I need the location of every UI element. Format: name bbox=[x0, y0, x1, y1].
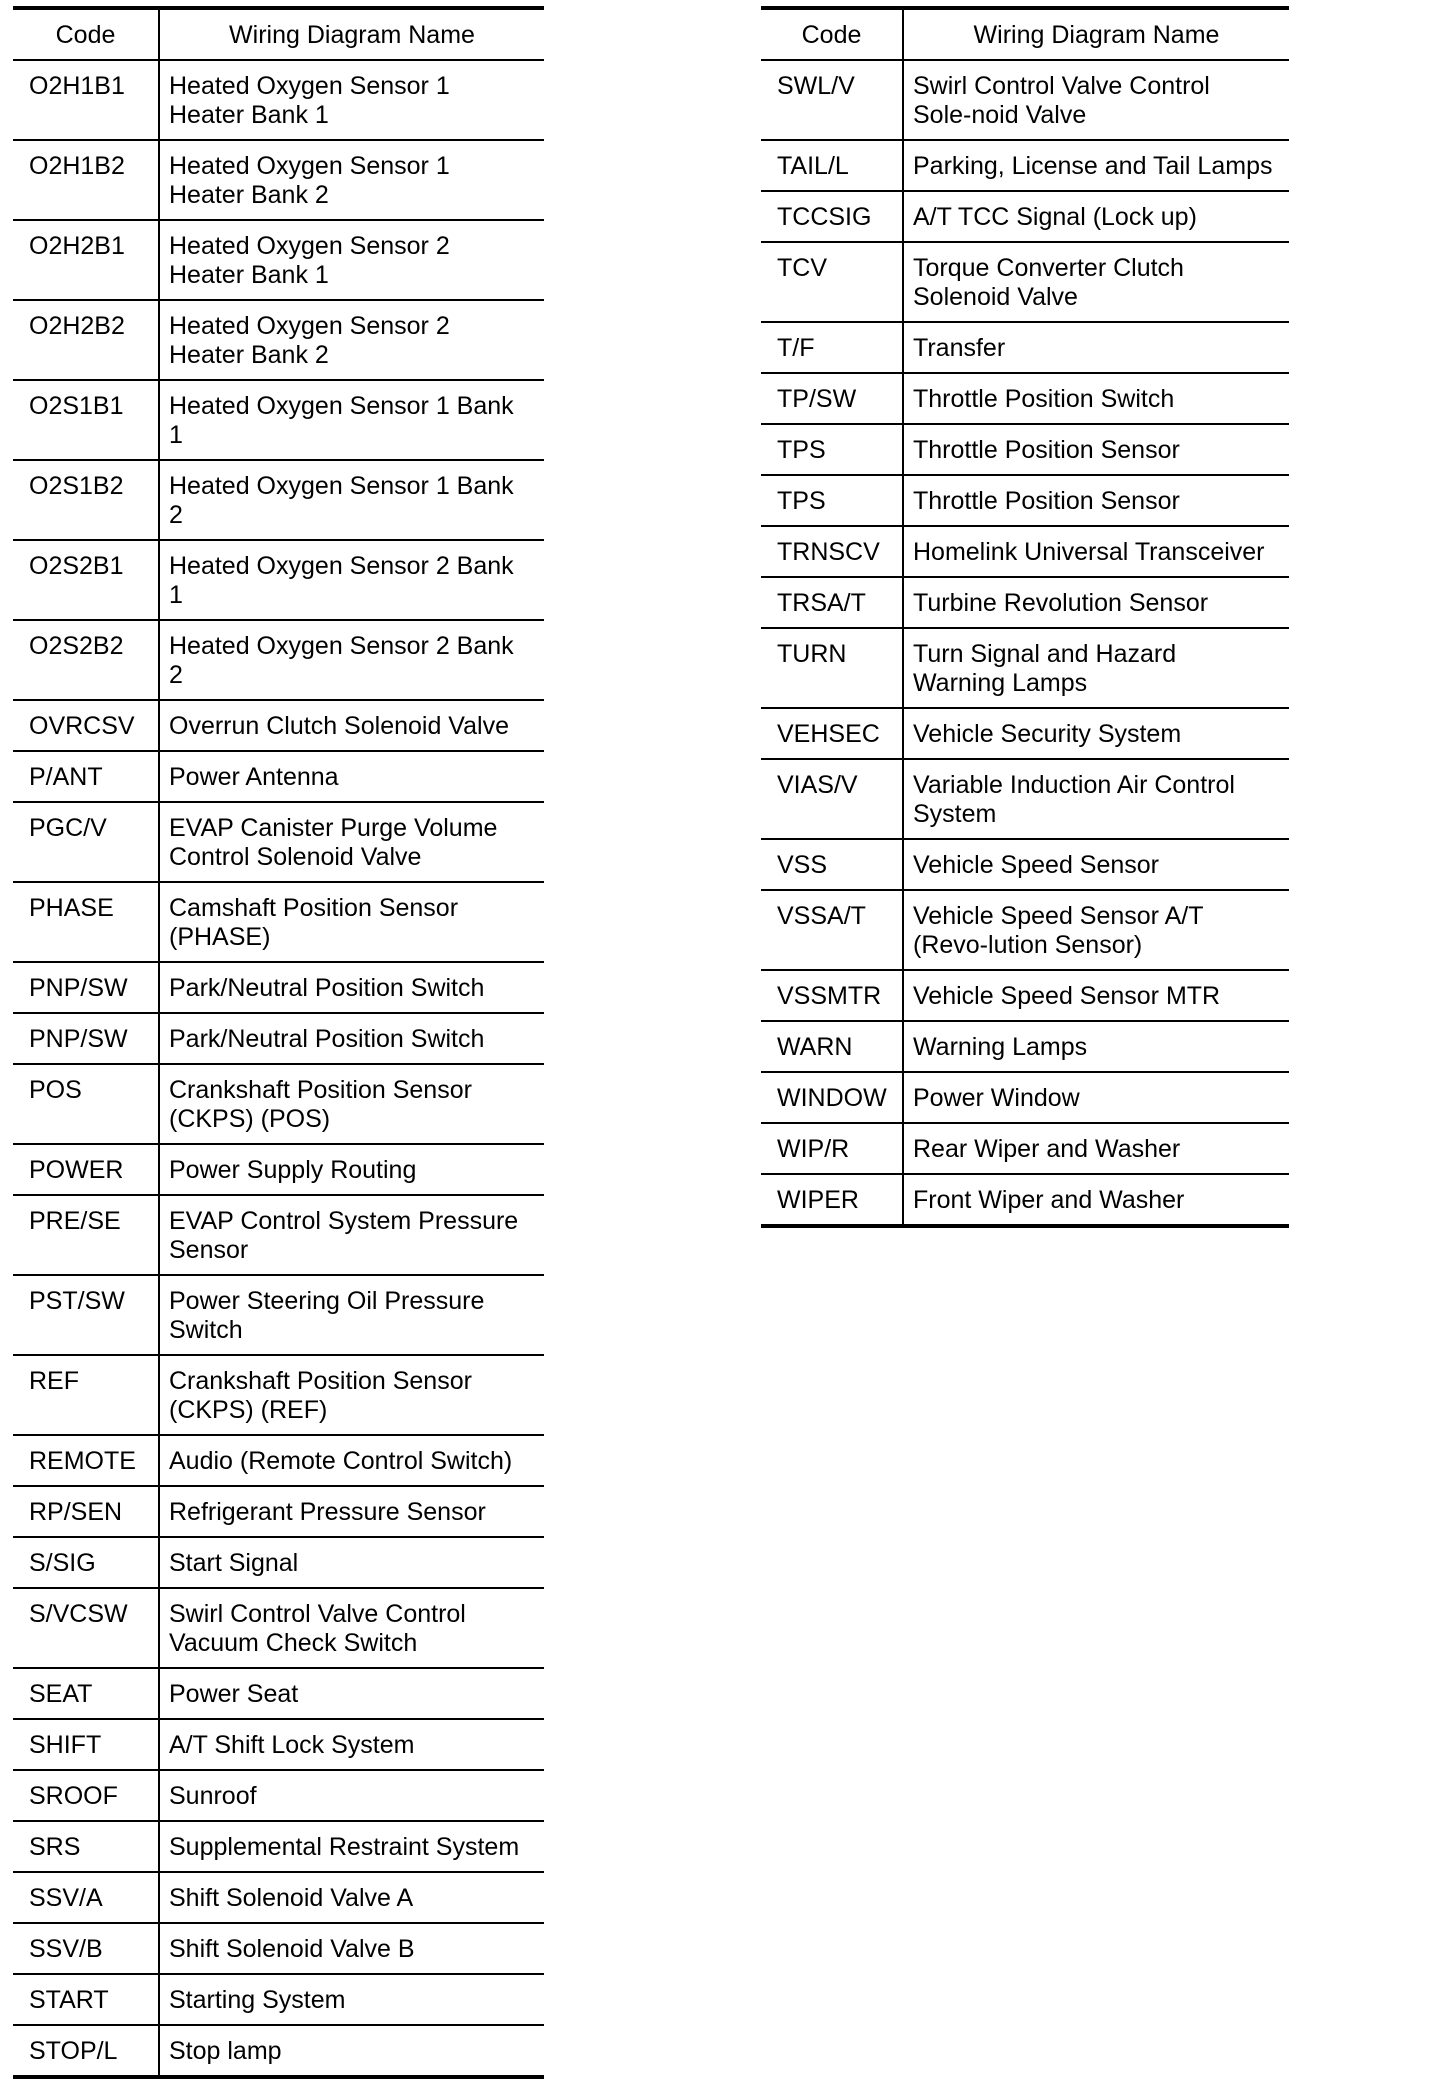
table-row bbox=[761, 424, 1289, 475]
wiring-diagram-name-cell: Rear Wiper and Washer bbox=[903, 1123, 1289, 1174]
table-row bbox=[13, 802, 544, 882]
wiring-diagram-name-cell: Audio (Remote Control Switch) bbox=[159, 1435, 544, 1486]
code-cell: WIPER bbox=[761, 1174, 903, 1226]
code-cell: POWER bbox=[13, 1144, 159, 1195]
table-row bbox=[761, 577, 1289, 628]
code-cell: PRE/SE bbox=[13, 1195, 159, 1275]
table-row bbox=[13, 1872, 544, 1923]
code-cell: P/ANT bbox=[13, 751, 159, 802]
code-cell: TPS bbox=[761, 424, 903, 475]
wiring-diagram-name-cell: Supplemental Restraint System bbox=[159, 1821, 544, 1872]
wiring-diagram-name-cell: Heated Oxygen Sensor 2 Heater Bank 1 bbox=[159, 220, 544, 300]
wiring-diagram-name-cell: Start Signal bbox=[159, 1537, 544, 1588]
wiring-diagram-name-cell: Transfer bbox=[903, 322, 1289, 373]
wiring-diagram-name-cell: Heated Oxygen Sensor 1 Heater Bank 2 bbox=[159, 140, 544, 220]
wiring-diagram-name-cell: Shift Solenoid Valve A bbox=[159, 1872, 544, 1923]
wiring-diagram-name-cell: Heated Oxygen Sensor 1 Heater Bank 1 bbox=[159, 60, 544, 140]
table-header-row bbox=[761, 8, 1289, 60]
wiring-diagram-name-cell: Turbine Revolution Sensor bbox=[903, 577, 1289, 628]
code-cell: PGC/V bbox=[13, 802, 159, 882]
code-cell: SRS bbox=[13, 1821, 159, 1872]
table-row bbox=[761, 60, 1289, 140]
right-table-body bbox=[761, 60, 1289, 1226]
table-row bbox=[761, 140, 1289, 191]
code-cell: S/VCSW bbox=[13, 1588, 159, 1668]
code-cell: O2H2B1 bbox=[13, 220, 159, 300]
code-cell: PHASE bbox=[13, 882, 159, 962]
table-row bbox=[13, 220, 544, 300]
table-row bbox=[13, 300, 544, 380]
table-row bbox=[13, 140, 544, 220]
table-row bbox=[13, 1195, 544, 1275]
wiring-diagram-name-cell: Refrigerant Pressure Sensor bbox=[159, 1486, 544, 1537]
table-row bbox=[13, 540, 544, 620]
table-row bbox=[13, 751, 544, 802]
table-row bbox=[761, 191, 1289, 242]
wiring-diagram-name-cell: Throttle Position Sensor bbox=[903, 424, 1289, 475]
code-cell: TAIL/L bbox=[761, 140, 903, 191]
table-row bbox=[761, 373, 1289, 424]
wiring-diagram-name-cell: Crankshaft Position Sensor (CKPS) (REF) bbox=[159, 1355, 544, 1435]
code-cell: START bbox=[13, 1974, 159, 2025]
code-cell: SSV/B bbox=[13, 1923, 159, 1974]
table-row bbox=[13, 1275, 544, 1355]
table-row bbox=[13, 1821, 544, 1872]
code-cell: WINDOW bbox=[761, 1072, 903, 1123]
wiring-diagram-name-cell: Heated Oxygen Sensor 2 Bank 2 bbox=[159, 620, 544, 700]
wiring-diagram-name-cell: Parking, License and Tail Lamps bbox=[903, 140, 1289, 191]
table-row bbox=[761, 526, 1289, 577]
table-row bbox=[13, 1064, 544, 1144]
table-row bbox=[13, 1923, 544, 1974]
table-row bbox=[13, 1013, 544, 1064]
wiring-diagram-name-cell: Vehicle Speed Sensor bbox=[903, 839, 1289, 890]
code-cell: VSSMTR bbox=[761, 970, 903, 1021]
code-cell: VIAS/V bbox=[761, 759, 903, 839]
table-row bbox=[761, 839, 1289, 890]
table-row bbox=[13, 1719, 544, 1770]
table-row bbox=[761, 322, 1289, 373]
wiring-diagram-name-cell: Starting System bbox=[159, 1974, 544, 2025]
wiring-diagram-name-cell: Homelink Universal Transceiver bbox=[903, 526, 1289, 577]
table-row bbox=[761, 1174, 1289, 1226]
table-row bbox=[761, 1123, 1289, 1174]
code-cell: PNP/SW bbox=[13, 1013, 159, 1064]
code-cell: SROOF bbox=[13, 1770, 159, 1821]
code-cell: TPS bbox=[761, 475, 903, 526]
wiring-diagram-name-cell: Camshaft Position Sensor (PHASE) bbox=[159, 882, 544, 962]
wiring-diagram-name-cell: Heated Oxygen Sensor 1 Bank 2 bbox=[159, 460, 544, 540]
code-column-header: Code bbox=[13, 8, 159, 60]
code-cell: TCV bbox=[761, 242, 903, 322]
code-cell: VEHSEC bbox=[761, 708, 903, 759]
wiring-diagram-name-cell: EVAP Canister Purge Volume Control Solenoid Valve bbox=[159, 802, 544, 882]
code-cell: WIP/R bbox=[761, 1123, 903, 1174]
table-row bbox=[13, 1486, 544, 1537]
code-cell: O2H1B1 bbox=[13, 60, 159, 140]
table-row bbox=[13, 1537, 544, 1588]
code-cell: PNP/SW bbox=[13, 962, 159, 1013]
table-row bbox=[13, 60, 544, 140]
wiring-diagram-name-cell: Swirl Control Valve Control Sole-noid Valve bbox=[903, 60, 1289, 140]
wiring-diagram-name-cell: Overrun Clutch Solenoid Valve bbox=[159, 700, 544, 751]
table-row bbox=[13, 1355, 544, 1435]
wiring-code-table-left bbox=[13, 6, 544, 2079]
code-column-header: Code bbox=[761, 8, 903, 60]
wiring-diagram-name-cell: Heated Oxygen Sensor 1 Bank 1 bbox=[159, 380, 544, 460]
code-cell: SWL/V bbox=[761, 60, 903, 140]
wiring-diagram-name-cell: Crankshaft Position Sensor (CKPS) (POS) bbox=[159, 1064, 544, 1144]
wiring-diagram-name-cell: Power Seat bbox=[159, 1668, 544, 1719]
code-cell: WARN bbox=[761, 1021, 903, 1072]
wiring-diagram-name-cell: Power Antenna bbox=[159, 751, 544, 802]
table-row bbox=[13, 1435, 544, 1486]
wiring-diagram-name-cell: Stop lamp bbox=[169, 2037, 282, 2065]
table-row bbox=[13, 1588, 544, 1668]
wiring-diagram-name-cell: Vehicle Security System bbox=[903, 708, 1289, 759]
wiring-diagram-name-cell: Vehicle Speed Sensor MTR bbox=[903, 970, 1289, 1021]
code-cell: VSS bbox=[761, 839, 903, 890]
wiring-diagram-name-cell: Park/Neutral Position Switch bbox=[159, 1013, 544, 1064]
table-row bbox=[13, 380, 544, 460]
code-cell: TP/SW bbox=[761, 373, 903, 424]
code-cell: O2H2B2 bbox=[13, 300, 159, 380]
table-row bbox=[13, 1974, 544, 2025]
code-cell: SHIFT bbox=[13, 1719, 159, 1770]
code-cell: T/F bbox=[761, 322, 903, 373]
code-cell: SSV/A bbox=[13, 1872, 159, 1923]
table-row bbox=[13, 882, 544, 962]
wiring-diagram-name-cell: Front Wiper and Washer bbox=[913, 1186, 1185, 1214]
table-row bbox=[13, 460, 544, 540]
code-cell: RP/SEN bbox=[13, 1486, 159, 1537]
wiring-diagram-name-cell: Vehicle Speed Sensor A/T (Revo-lution Sensor) bbox=[903, 890, 1289, 970]
name-column-header: Wiring Diagram Name bbox=[903, 8, 1289, 60]
wiring-diagram-name-cell: Heated Oxygen Sensor 2 Bank 1 bbox=[159, 540, 544, 620]
wiring-diagram-name-cell: Power Supply Routing bbox=[159, 1144, 544, 1195]
wiring-diagram-name-cell: Sunroof bbox=[159, 1770, 544, 1821]
table-row bbox=[761, 970, 1289, 1021]
wiring-diagram-name-cell: Variable Induction Air Control System bbox=[903, 759, 1289, 839]
wiring-diagram-name-cell: EVAP Control System Pressure Sensor bbox=[159, 1195, 544, 1275]
wiring-diagram-name-cell: Power Window bbox=[903, 1072, 1289, 1123]
wiring-code-table-right bbox=[761, 6, 1289, 1228]
table-row bbox=[761, 890, 1289, 970]
table-row bbox=[13, 2025, 544, 2077]
table-row bbox=[13, 1144, 544, 1195]
code-cell: O2S2B2 bbox=[13, 620, 159, 700]
table-row bbox=[761, 1072, 1289, 1123]
table-row bbox=[13, 1668, 544, 1719]
wiring-diagram-name-cell: Torque Converter Clutch Solenoid Valve bbox=[903, 242, 1289, 322]
wiring-diagram-name-cell: Park/Neutral Position Switch bbox=[159, 962, 544, 1013]
wiring-diagram-name-cell: A/T Shift Lock System bbox=[159, 1719, 544, 1770]
wiring-diagram-name-cell: Throttle Position Sensor bbox=[903, 475, 1289, 526]
table-row bbox=[761, 242, 1289, 322]
code-cell: O2S1B2 bbox=[13, 460, 159, 540]
wiring-diagram-name-cell: Turn Signal and Hazard Warning Lamps bbox=[903, 628, 1289, 708]
code-cell: PST/SW bbox=[13, 1275, 159, 1355]
table-row bbox=[761, 708, 1289, 759]
code-cell: TRNSCV bbox=[761, 526, 903, 577]
code-cell: POS bbox=[13, 1064, 159, 1144]
code-cell: O2S1B1 bbox=[13, 380, 159, 460]
code-cell: REF bbox=[13, 1355, 159, 1435]
table-row bbox=[761, 1021, 1289, 1072]
code-cell: STOP/L bbox=[13, 2025, 159, 2077]
wiring-diagram-name-cell: A/T TCC Signal (Lock up) bbox=[903, 191, 1289, 242]
table-row bbox=[761, 475, 1289, 526]
code-cell: REMOTE bbox=[13, 1435, 159, 1486]
wiring-diagram-name-cell: Heated Oxygen Sensor 2 Heater Bank 2 bbox=[159, 300, 544, 380]
table-row bbox=[13, 962, 544, 1013]
wiring-diagram-name-cell: Swirl Control Valve Control Vacuum Check Switch bbox=[159, 1588, 544, 1668]
table-row bbox=[761, 628, 1289, 708]
wiring-diagram-name-cell: Shift Solenoid Valve B bbox=[159, 1923, 544, 1974]
code-cell: VSSA/T bbox=[761, 890, 903, 970]
code-cell: TRSA/T bbox=[761, 577, 903, 628]
code-cell: SEAT bbox=[13, 1668, 159, 1719]
wiring-diagram-name-cell: Warning Lamps bbox=[903, 1021, 1289, 1072]
name-column-header: Wiring Diagram Name bbox=[159, 8, 544, 60]
code-cell: O2H1B2 bbox=[13, 140, 159, 220]
table-row bbox=[13, 1770, 544, 1821]
code-cell: S/SIG bbox=[13, 1537, 159, 1588]
table-row bbox=[761, 759, 1289, 839]
table-header-row bbox=[13, 8, 544, 60]
wiring-diagram-name-cell: Throttle Position Switch bbox=[903, 373, 1289, 424]
code-cell: OVRCSV bbox=[13, 700, 159, 751]
code-cell: TCCSIG bbox=[761, 191, 903, 242]
table-row bbox=[13, 700, 544, 751]
code-cell: O2S2B1 bbox=[13, 540, 159, 620]
code-cell: TURN bbox=[761, 628, 903, 708]
table-row bbox=[13, 620, 544, 700]
wiring-diagram-name-cell: Power Steering Oil Pressure Switch bbox=[159, 1275, 544, 1355]
left-table-body bbox=[13, 60, 544, 2077]
